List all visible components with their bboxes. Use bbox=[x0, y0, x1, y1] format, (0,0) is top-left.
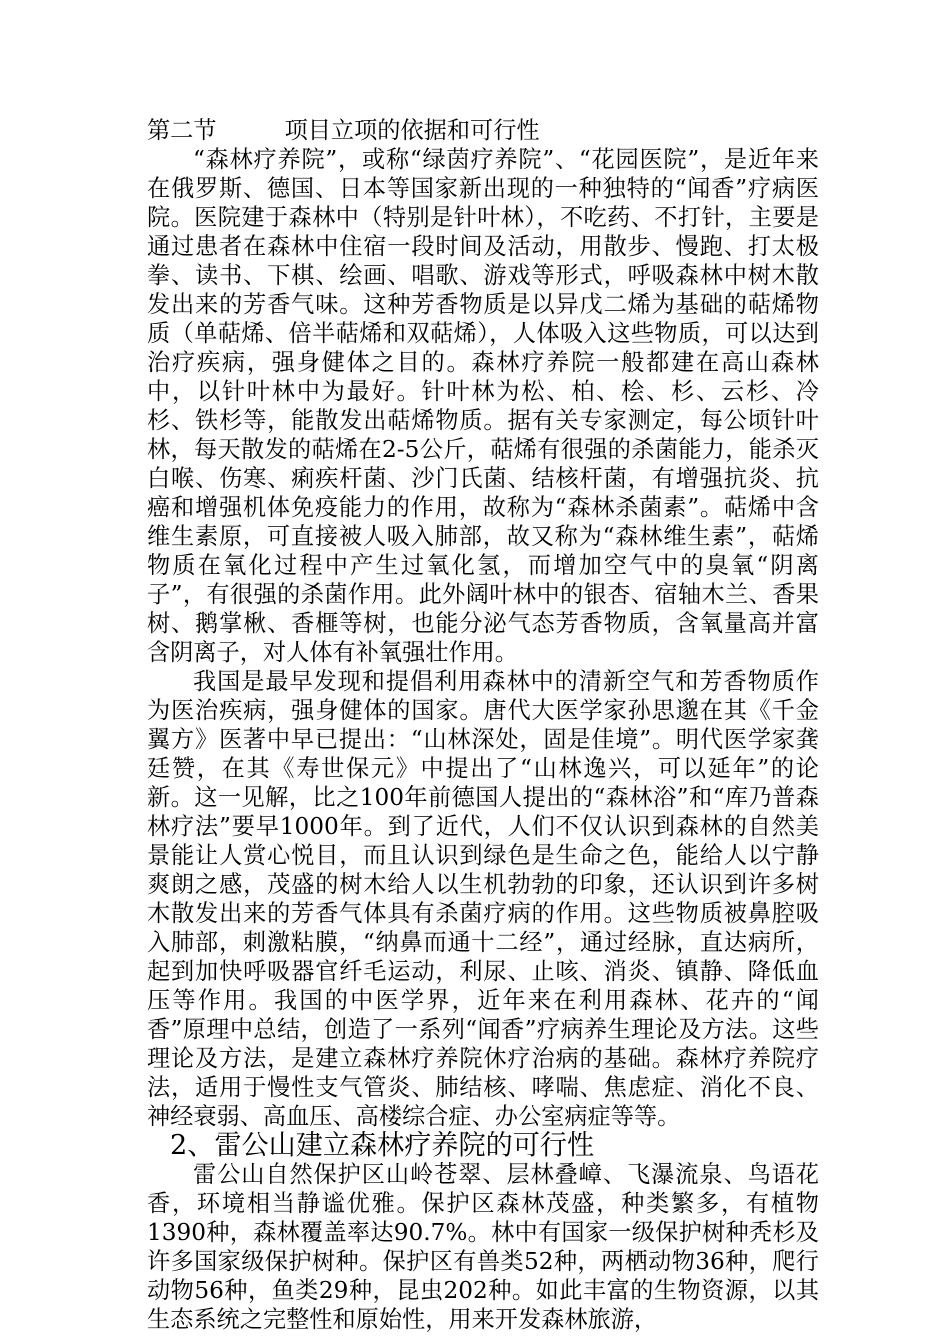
paragraph-forest-sanatorium: “森林疗养院”，或称“绿茵疗养院”、“花园医院”，是近年来在俄罗斯、德国、日本等国家新出现的一种独特的“闻香”疗病医院。医院建于森林中（特别是针叶林），不吃药、不打针，主要是通过患者在森林中住宿一段时间及活动，用散步、慢跑、打太极拳、读书、下棋、绘画、唱歌、游戏等形式，呼吸森林中树木散发出来的芳香气味。这种芳香物质是以异戊二烯为基础的萜烯物质（单萜烯、倍半萜烯和双萜烯），人体吸入这些物质，可以达到治疗疾病，强身健体之目的。森林疗养院一般都建在高山森林中，以针叶林中为最好。针叶林为松、柏、桧、杉、云杉、冷杉、铁杉等，能散发出萜烯物质。据有关专家测定，每公顷针叶林，每天散发的萜烯在2-5公斤，萜烯有很强的杀菌能力，能杀灭白喉、伤寒、痢疾杆菌、沙门氏菌、结核杆菌，有增强抗炎、抗癌和增强机体免疫能力的作用，故称为“森林杀菌素”。萜烯中含维生素原，可直接被人吸入肺部，故又称为“森林维生素”，萜烯物质在氧化过程中产生过氧化氢，而增加空气中的臭氧“阴离子”，有很强的杀菌作用。此外阔叶林中的银杏、宿轴木兰、香果树、鹅掌楸、香榧等树，也能分泌气态芳香物质，含氧量高并富含阴离子，对人体有补氧强壮作用。 bbox=[147, 146, 819, 666]
section-title: 项目立项的依据和可行性 bbox=[284, 117, 540, 144]
paragraph-leigong-mountain: 雷公山自然保护区山岭苍翠、层林叠嶂、飞瀑流泉、鸟语花香，环境相当静谧优雅。保护区森林茂盛，种类繁多，有植物1390种，森林覆盖率达90.7%。林中有国家一级保护树种秃杉及许多国家级保护树种。保护区有兽类52种，两栖动物36种，爬行动物56种，鱼类29种，昆虫202种。如此丰富的生物资源，以其生态系统之完整性和原始性，用来开发森林旅游， bbox=[147, 1161, 819, 1333]
subsection-heading: 2、雷公山建立森林疗养院的可行性 bbox=[170, 1130, 595, 1161]
paragraph-china-history: 我国是最早发现和提倡利用森林中的清新空气和芳香物质作为医治疾病，强身健体的国家。唐代大医学家孙思邈在其《千金翼方》医著中早已提出：“山林深处，固是佳境”。明代医学家龚廷赞，在其《寿世保元》中提出了“山林逸兴，可以延年”的论新。这一见解，比之100年前德国人提出的“森林浴”和“库乃普森林疗法”要早1000年。到了近代，人们不仅认识到森林的自然美景能让人赏心悦目，而且认识到绿色是生命之色，能给人以宁静爽朗之感，茂盛的树木给人以生机勃勃的印象，还认识到许多树木散发出来的芳香气体具有杀菌疗病的作用。这些物质被鼻腔吸入肺部，刺激粘膜，“纳鼻而通十二经”，通过经脉，直达病所，起到加快呼吸器官纤毛运动，利尿、止咳、消炎、镇静、降低血压等作用。我国的中医学界，近年来在利用森林、花卉的“闻香”原理中总结，创造了一系列“闻香”疗病养生理论及方法。这些理论及方法，是建立森林疗养院休疗治病的基础。森林疗养院疗法，适用于慢性支气管炎、肺结核、哮喘、焦虑症、消化不良、神经衰弱、高血压、高楼综合症、办公室病症等等。 bbox=[147, 668, 819, 1130]
document-page bbox=[147, 116, 819, 1334]
section-number: 第二节 bbox=[147, 117, 217, 144]
section-heading bbox=[147, 116, 819, 145]
